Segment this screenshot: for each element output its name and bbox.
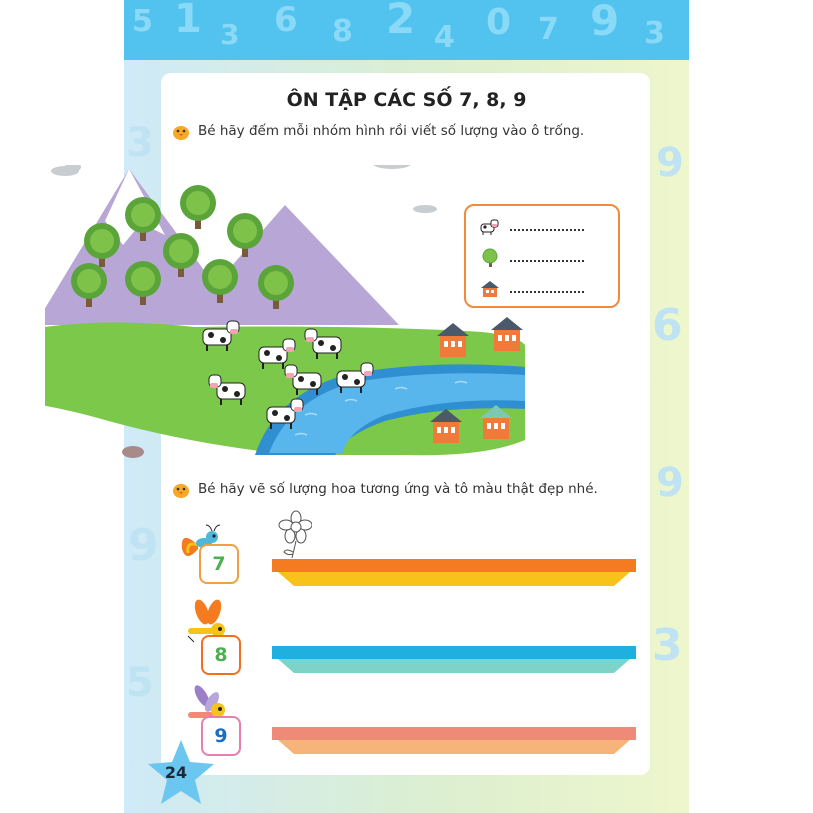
count-row-cows — [480, 218, 584, 236]
instruction-count: Bé hãy đếm mỗi nhóm hình rồi viết số lượng vào ô trống. — [198, 123, 585, 139]
count-row-houses — [480, 280, 584, 298]
house-icon — [480, 280, 500, 298]
tree-icon — [480, 248, 500, 268]
number-box-8: 8 — [201, 635, 241, 675]
drawing-shelf-8[interactable] — [272, 646, 636, 674]
instruction-draw: Bé hãy vẽ số lượng hoa tương ứng và tô màu thật đẹp nhé. — [198, 481, 598, 497]
count-blank-cows[interactable] — [510, 223, 584, 231]
chick-icon — [172, 124, 190, 140]
page-number: 24 — [164, 763, 188, 782]
cow-icon — [480, 218, 500, 236]
farm-scene — [45, 165, 525, 460]
flower-outline-icon — [272, 510, 312, 560]
count-blank-houses[interactable] — [510, 285, 584, 293]
count-blank-trees[interactable] — [510, 254, 584, 262]
drawing-shelf-7[interactable] — [272, 559, 636, 587]
chick-icon — [172, 482, 190, 498]
header-band: 5 1 3 6 8 2 4 0 7 9 3 — [124, 0, 689, 60]
number-box-9: 9 — [201, 716, 241, 756]
number-box-7: 7 — [199, 544, 239, 584]
workbook-page: 5 1 3 6 8 2 4 0 7 9 3 3 9 5 9 6 9 3 — [124, 0, 689, 813]
count-row-trees — [480, 248, 584, 268]
count-answer-box — [464, 204, 620, 308]
drawing-shelf-9[interactable] — [272, 727, 636, 755]
page-title: ÔN TẬP CÁC SỐ 7, 8, 9 — [286, 89, 527, 111]
